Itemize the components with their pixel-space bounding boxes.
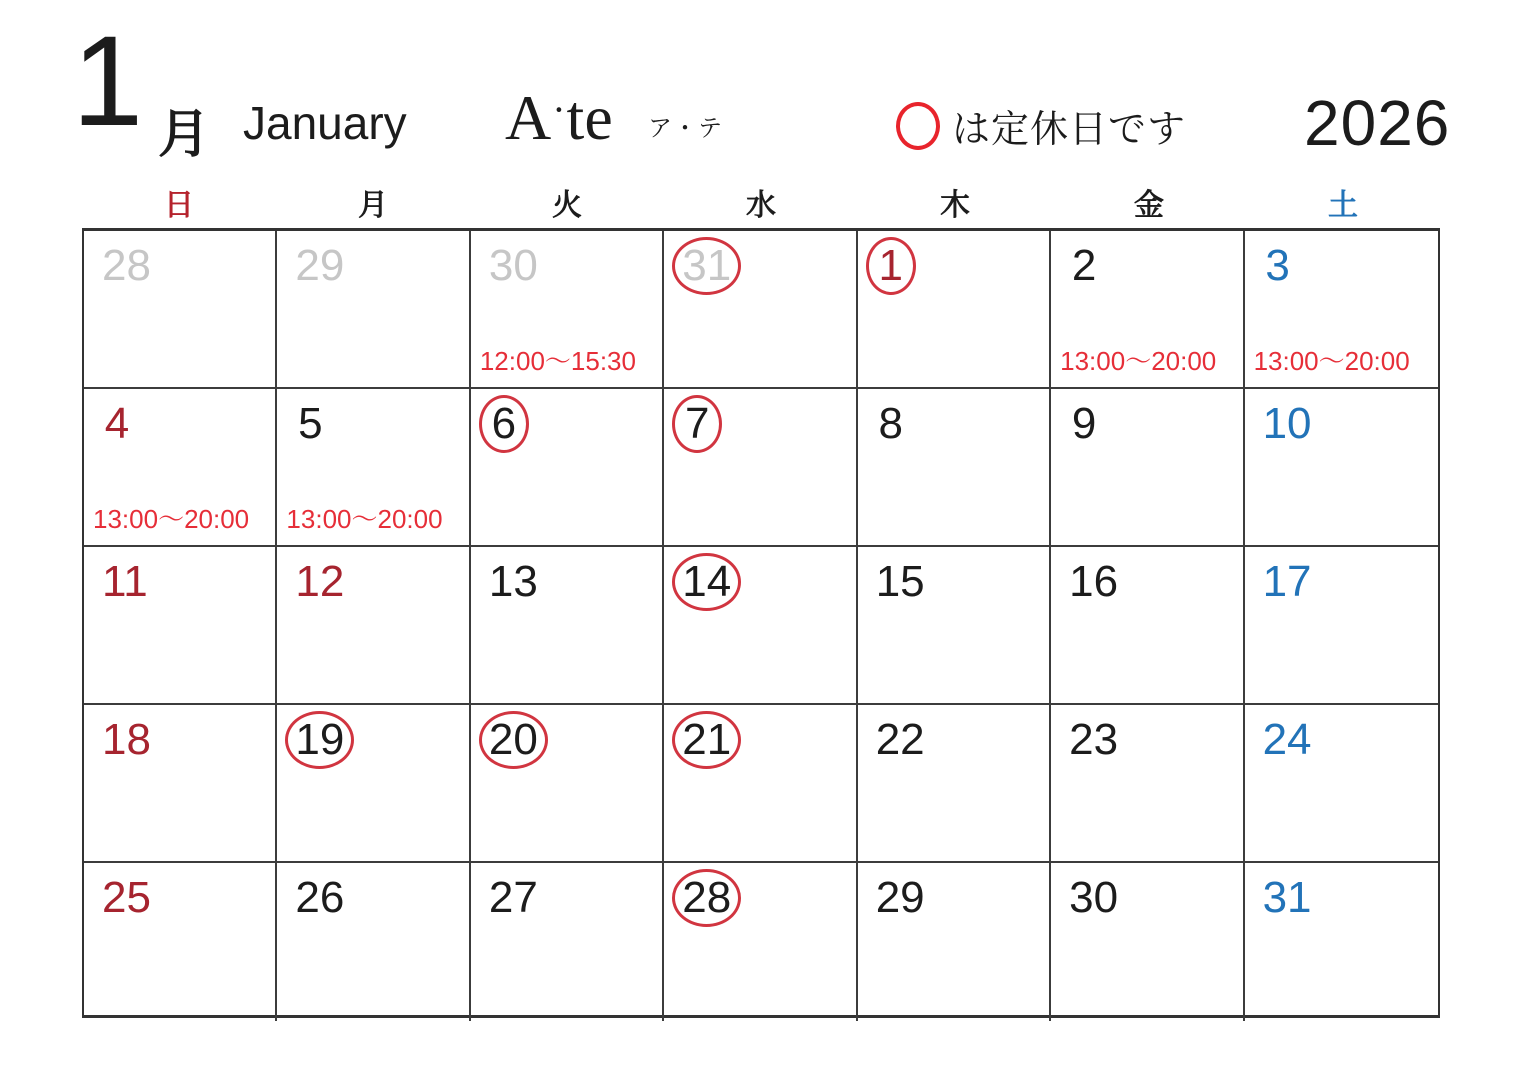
calendar-cell: [277, 389, 470, 547]
day-number: 23: [1069, 715, 1119, 764]
weekday-label: 木: [940, 189, 970, 222]
calendar-cell: [84, 705, 277, 863]
day-number-box: [1059, 237, 1109, 295]
calendar-cell: [858, 863, 1051, 1021]
calendar-cell: [471, 863, 664, 1021]
calendar-cell: [858, 231, 1051, 389]
day-number-box: [866, 711, 935, 769]
day-number-box: [1253, 553, 1322, 611]
day-number: 28: [102, 241, 151, 290]
business-hours: 12:00〜15:30: [479, 346, 636, 376]
day-number-box: [1059, 553, 1128, 611]
day-number: 1: [878, 241, 903, 290]
calendar-cell: [664, 705, 857, 863]
day-number-box: [92, 237, 161, 295]
day-number: 6: [491, 399, 517, 448]
day-number: 13: [488, 557, 538, 606]
month-number: 1: [72, 10, 140, 153]
logo-dot: ·: [552, 87, 566, 132]
day-number: 10: [1262, 399, 1312, 448]
calendar-cell: [1051, 547, 1244, 705]
day-number: 2: [1071, 241, 1097, 290]
day-number: 31: [682, 241, 732, 290]
day-number: 21: [682, 715, 732, 764]
calendar-cell: [277, 863, 470, 1021]
day-number-box: [1253, 869, 1322, 927]
day-number-box: [285, 395, 335, 453]
day-number-box: [285, 553, 354, 611]
day-number: 26: [295, 873, 345, 922]
day-number-box: [285, 869, 354, 927]
day-number: 31: [1262, 873, 1312, 922]
logo-letter-a: A: [505, 82, 552, 153]
day-number-box: [92, 711, 161, 769]
day-number: 24: [1262, 715, 1312, 764]
logo-letters-te: te: [566, 82, 613, 153]
day-number: 11: [102, 557, 148, 606]
year-label: 2026: [1304, 87, 1451, 159]
calendar-cell: [84, 389, 277, 547]
closed-day-circle: [672, 869, 741, 927]
closed-day-circle: [672, 395, 722, 453]
calendar-cell: [664, 863, 857, 1021]
calendar-cell: [277, 705, 470, 863]
closed-day-circle: [672, 711, 741, 769]
calendar-cell: [471, 231, 664, 389]
day-number: 27: [488, 873, 538, 922]
day-number: 9: [1071, 399, 1097, 448]
day-number: 19: [295, 715, 345, 764]
calendar-cell: [84, 231, 277, 389]
day-number-box: [92, 395, 142, 453]
day-number: 4: [104, 399, 130, 448]
day-number: 30: [488, 241, 538, 290]
calendar-cell: [1051, 389, 1244, 547]
day-number: 17: [1262, 557, 1312, 606]
calendar-cell: [858, 389, 1051, 547]
day-number: 16: [1069, 557, 1119, 606]
day-number-box: [285, 237, 354, 295]
calendar-cell: [277, 547, 470, 705]
calendar-grid: [82, 228, 1440, 1018]
calendar-cell: [277, 231, 470, 389]
weekday-header-row: [82, 180, 1440, 224]
calendar-cell: [1245, 547, 1438, 705]
day-number: 18: [102, 715, 151, 764]
day-number-box: [1059, 395, 1109, 453]
closed-day-circle: [672, 237, 741, 295]
weekday-label: 土: [1328, 189, 1358, 222]
day-number-box: [1059, 711, 1128, 769]
day-number-box: [1253, 237, 1303, 295]
shop-logo-kana: ア・テ: [648, 115, 723, 142]
closed-day-circle-icon: [896, 102, 940, 150]
day-number-box: [1253, 711, 1322, 769]
day-number-box: [1253, 395, 1322, 453]
closed-day-legend-text: は定休日です: [952, 109, 1187, 151]
calendar-cell: [1245, 863, 1438, 1021]
calendar-cell: [858, 705, 1051, 863]
calendar-cell: [664, 231, 857, 389]
weekday-label: 金: [1134, 189, 1164, 222]
day-number-box: [92, 869, 161, 927]
calendar-cell: [1245, 705, 1438, 863]
calendar-cell: [664, 547, 857, 705]
calendar-cell: [858, 547, 1051, 705]
day-number-box: [479, 553, 548, 611]
weekday-label: 水: [746, 189, 776, 222]
weekday-label: 月: [358, 189, 388, 222]
closed-day-circle: [479, 395, 529, 453]
business-hours: 13:00〜20:00: [286, 504, 443, 534]
closed-day-circle: [285, 711, 354, 769]
calendar-cell: [664, 389, 857, 547]
closed-day-circle: [866, 237, 916, 295]
day-number: 29: [875, 873, 925, 922]
month-kanji-label: 月: [158, 106, 211, 164]
day-number: 22: [875, 715, 925, 764]
calendar-cell: [1051, 863, 1244, 1021]
day-number: 20: [488, 715, 538, 764]
business-hours: 13:00〜20:00: [1060, 346, 1217, 376]
day-number: 3: [1265, 241, 1290, 290]
day-number-box: [866, 869, 935, 927]
day-number: 15: [875, 557, 925, 606]
calendar-cell: [1245, 389, 1438, 547]
calendar-cell: [1051, 231, 1244, 389]
day-number: 5: [298, 399, 323, 448]
weekday-label: 日: [164, 189, 194, 222]
day-number-box: [479, 869, 548, 927]
day-number-box: [866, 553, 935, 611]
day-number: 30: [1069, 873, 1119, 922]
month-english-label: January: [243, 97, 407, 149]
day-number-box: [1059, 869, 1128, 927]
closed-day-legend: [896, 98, 1186, 153]
calendar-cell: [1051, 705, 1244, 863]
business-hours: 13:00〜20:00: [93, 504, 250, 534]
calendar-cell: [471, 389, 664, 547]
day-number: 8: [878, 399, 903, 448]
weekday-label: 火: [552, 189, 582, 222]
calendar-cell: [471, 547, 664, 705]
day-number-box: [866, 395, 916, 453]
day-number: 7: [685, 399, 710, 448]
closed-day-circle: [672, 553, 741, 611]
day-number: 12: [295, 557, 345, 606]
calendar-cell: [84, 547, 277, 705]
day-number: 29: [295, 241, 345, 290]
day-number-box: [92, 553, 158, 611]
shop-logo: [505, 82, 613, 153]
day-number-box: [479, 237, 548, 295]
closed-day-circle: [479, 711, 548, 769]
calendar-cell: [1245, 231, 1438, 389]
day-number: 14: [682, 557, 732, 606]
business-hours: 13:00〜20:00: [1253, 346, 1410, 376]
day-number: 25: [102, 873, 151, 922]
calendar-cell: [471, 705, 664, 863]
day-number: 28: [682, 873, 732, 922]
calendar-cell: [84, 863, 277, 1021]
